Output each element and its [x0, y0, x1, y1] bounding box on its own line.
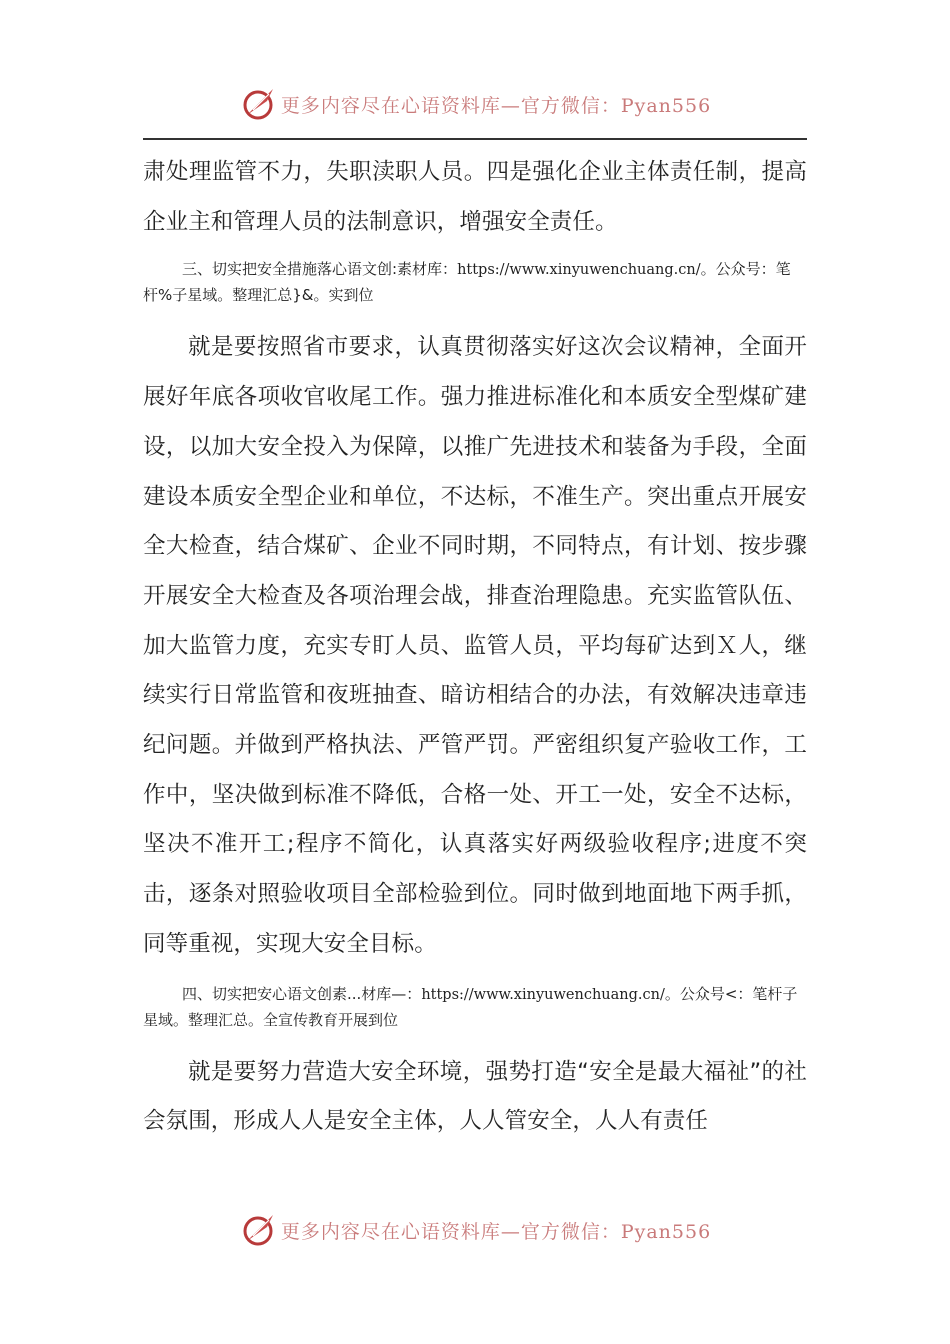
paragraph-safety-education: 就是要努力营造大安全环境，强势打造“安全是最大福祉”的社会氛围，形成人人是安全主体，人人管安全，人人有责任 [143, 1058, 807, 1135]
quill-logo-icon [239, 1210, 279, 1250]
paragraph-safety-measures: 就是要按照省市要求，认真贯彻落实好这次会议精神，全面开展好年底各项收官收尾工作。强力推进标准化和本质安全型煤矿建设，以加大安全投入为保障，以推广先进技术和装备为手段，全面建设本质安全型企业和单位，不达标，不准生产。突出重点开展安全大检查，结合煤矿、企业不同时期，不同特点，有计划、按步骤开展安全大检查及各项治理会战，排查治理隐患。充实监管队伍、加大监管力度，充实专盯人员、监管人员，平均每矿达到Ｘ人，继续实行日常监管和夜班抽查、暗访相结合的办法，有效解决违章违纪问题。并做到严格执法、严管严罚。严密组织复产验收工作，工作中，坚决做到标准不降低，合格一处、开工一处，安全不达标，坚决不准开工;程序不简化，认真落实好两级验收程序;进度不突击，逐条对照验收项目全部检验到位。同时做到地面地下两手抓，同等重视，实现大安全目标。 [143, 334, 807, 957]
document-body [143, 148, 807, 1147]
footer-banner [0, 1208, 950, 1252]
section-heading-3-suffix: 。公众号：笔杆%子星域。整理汇总}&。实到位 [143, 260, 791, 305]
section-heading-3 [143, 257, 807, 308]
section-heading-4-url: https://www.xinyuwenchuang.cn/ [421, 986, 665, 1003]
header-divider [143, 138, 807, 140]
header-banner-text: 更多内容尽在心语资料库—官方微信：Pyan556 [280, 94, 712, 117]
section-heading-4-suffix: 。公众号<：笔杆子星域。整理汇总。全宣传教育开展到位 [143, 984, 798, 1029]
section-heading-3-url: https://www.xinyuwenchuang.cn/ [457, 262, 701, 279]
header-banner [0, 82, 950, 126]
section-heading-4-prefix: 四、切实把安心语文创素...材库—： [182, 984, 422, 1003]
quill-logo-icon [239, 84, 279, 124]
section-heading-4 [143, 982, 807, 1033]
footer-banner-text: 更多内容尽在心语资料库—官方微信：Pyan556 [280, 1220, 712, 1243]
paragraph-continued: 肃处理监管不力，失职渎职人员。四是强化企业主体责任制，提高企业主和管理人员的法制意识，增强安全责任。 [143, 159, 807, 235]
section-heading-3-prefix: 三、切实把安全措施落心语文创:素材库： [182, 260, 458, 279]
